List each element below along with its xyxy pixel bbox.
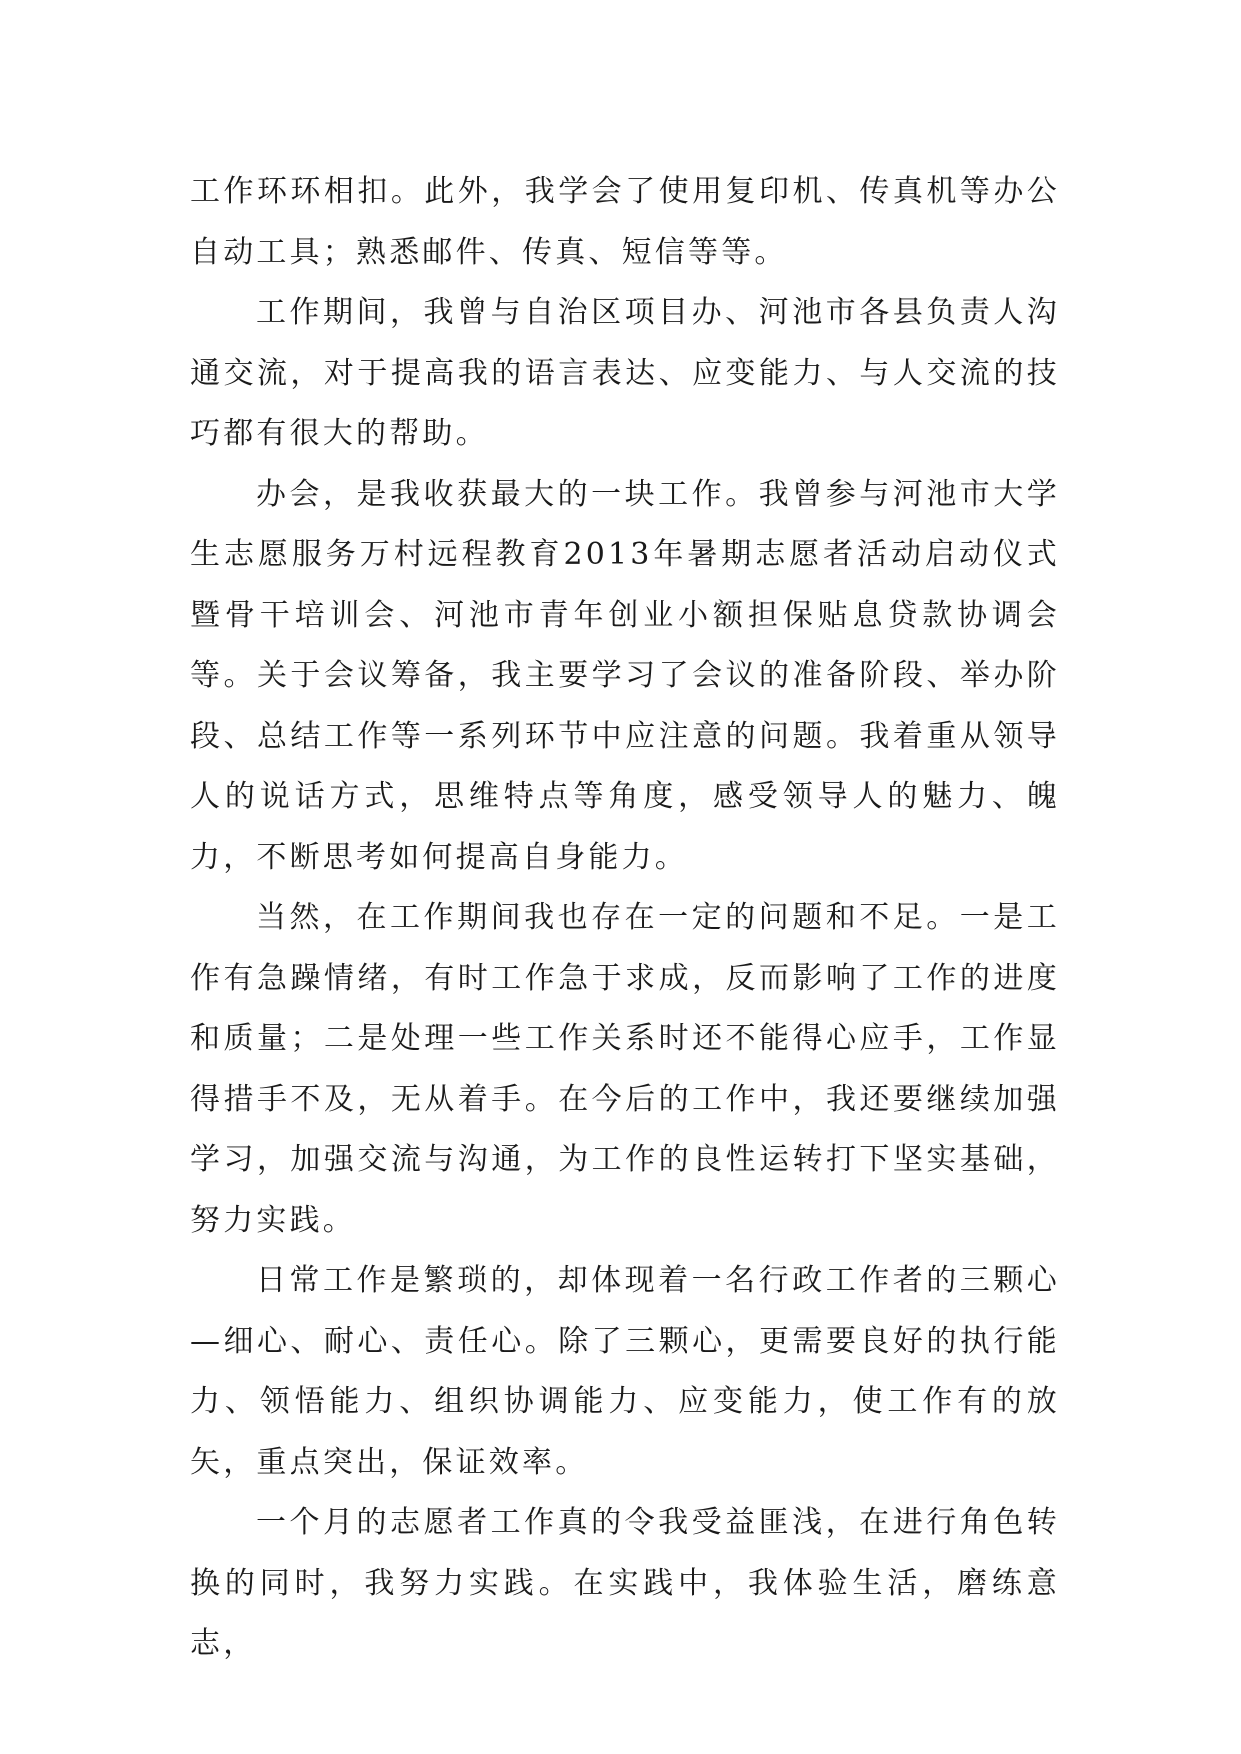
paragraph-3: 办会，是我收获最大的一块工作。我曾参与河池市大学生志愿服务万村远程教育2013年暑期志愿者活动启动仪式暨骨干培训会、河池市青年创业小额担保贴息贷款协调会等。关于会议筹备，我主要学习了会议的准备阶段、举办阶段、总结工作等一系列环节中应注意的问题。我着重从领导人的说话方式，思维特点等角度，感受领导人的魅力、魄力，不断思考如何提高自身能力。 [190,476,1060,875]
paragraph-5: 日常工作是繁琐的，却体现着一名行政工作者的三颗心—细心、耐心、责任心。除了三颗心，更需要良好的执行能力、领悟能力、组织协调能力、应变能力，使工作有的放矢，重点突出，保证效率。 [190,1263,1060,1480]
document-page [190,162,1060,1675]
paragraph-1: 工作环环相扣。此外，我学会了使用复印机、传真机等办公自动工具；熟悉邮件、传真、短信等等。 [190,174,1060,270]
paragraph-6: 一个月的志愿者工作真的令我受益匪浅，在进行角色转换的同时，我努力实践。在实践中，我体验生活，磨练意志， [190,1505,1060,1661]
paragraph-4: 当然，在工作期间我也存在一定的问题和不足。一是工作有急躁情绪，有时工作急于求成，反而影响了工作的进度和质量；二是处理一些工作关系时还不能得心应手，工作显得措手不及，无从着手。在今后的工作中，我还要继续加强学习，加强交流与沟通，为工作的良性运转打下坚实基础，努力实践。 [190,900,1060,1238]
paragraph-2: 工作期间，我曾与自治区项目办、河池市各县负责人沟通交流，对于提高我的语言表达、应变能力、与人交流的技巧都有很大的帮助。 [190,295,1060,451]
